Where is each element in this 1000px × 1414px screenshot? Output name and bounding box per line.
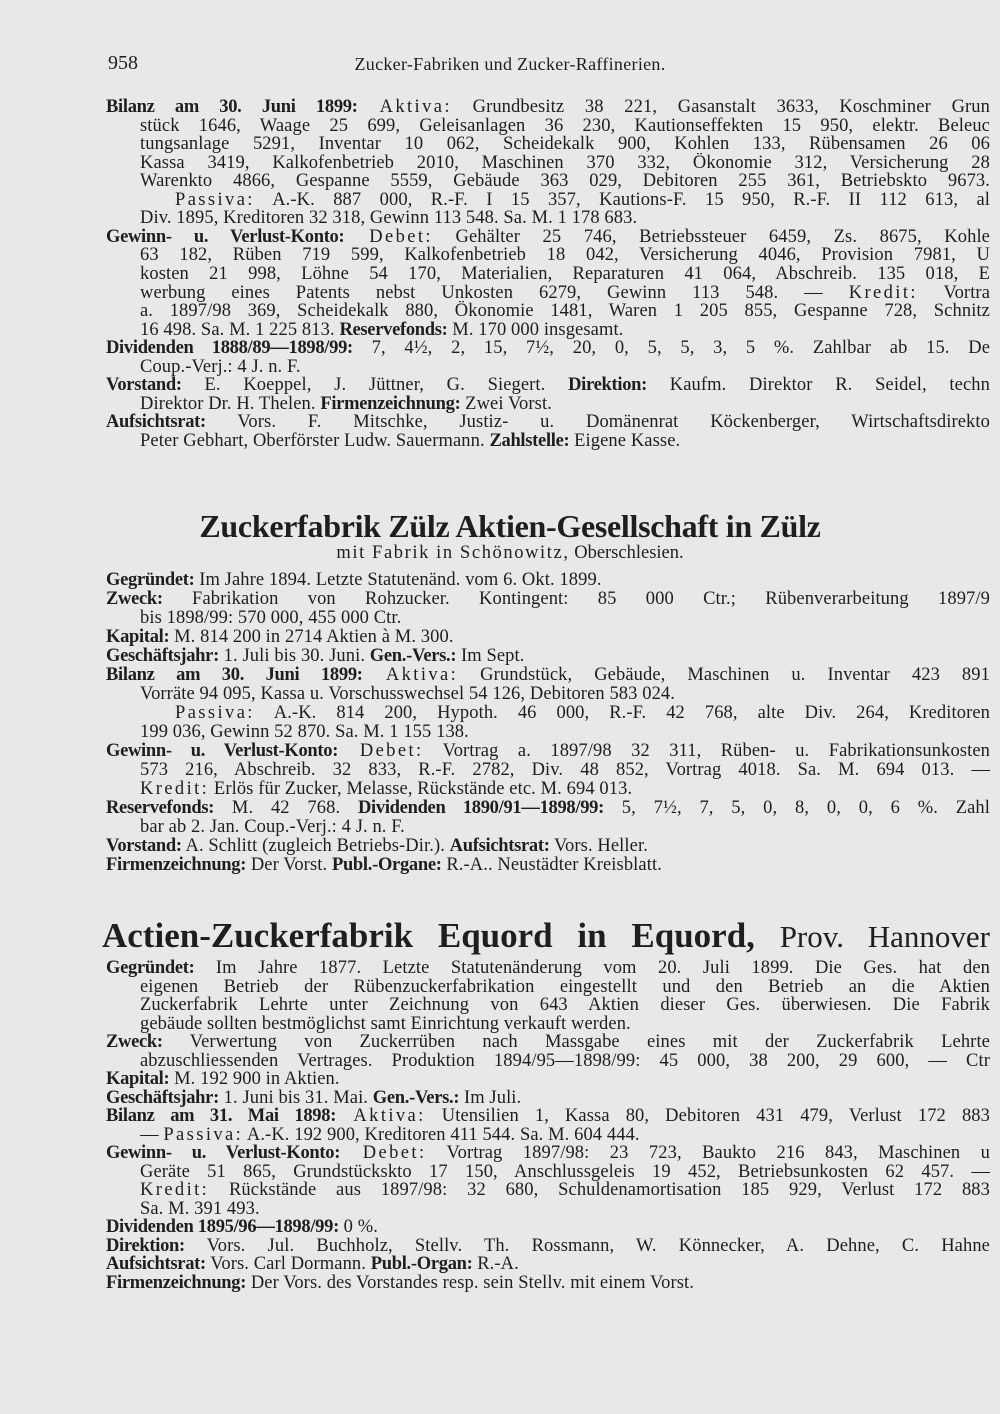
text-run: 0 %. [338,1217,378,1237]
text-line [140,1014,990,1034]
text-run: — [140,1124,164,1145]
text-run: 1. Juli bis 30. Juni. [218,646,370,666]
text-line [140,1180,990,1200]
text-run: Vortrag a. 1897/98 32 311, Rüben- u. Fabrikationsunkosten [423,741,990,761]
text-line [106,1254,990,1274]
text-run: Vortrag 1897/98: 23 723, Baukto 216 843, Maschinen u [426,1143,990,1163]
text-line [106,1217,990,1237]
text-run: Im Juli. [459,1087,522,1108]
spaced-label: Debet: [338,741,424,761]
field-label: Kapital: [106,1069,170,1089]
spaced-label: Passiva: [175,189,255,210]
text-line [140,245,990,265]
text-run: 573 216, Abschreib. 32 833, R.-F. 2782, Div. 48 852, Vortrag 4018. Sa. M. 694 013. — [140,760,990,780]
text-run: Eigene Kasse. [569,430,681,451]
text-line [106,97,990,117]
text-line [106,570,990,590]
text-line [140,320,990,340]
field-label: Dividenden 1888/89—1898/99: [106,338,353,359]
spaced-label: Aktiva: [336,1106,426,1126]
text-line [106,338,990,358]
field-label: Aufsichtsrat: [449,836,550,856]
field-label: Gegründet: [106,570,195,590]
spaced-label: Kredit: [140,1180,210,1200]
field-label: Dividenden 1895/96—1898/99: [106,1217,339,1237]
text-run: Direktor Dr. H. Thelen. [140,393,321,414]
text-run: Coup.-Verj.: 4 J. n. F. [140,356,301,377]
text-run: 199 036, Gewinn 52 870. Sa. M. 1 155 138. [140,722,469,742]
text-run: A.-K. 887 000, R.-F. I 15 357, Kautions-F. 15 950, R.-F. II 112 613, al [254,189,990,210]
text-line [140,684,990,704]
text-line [106,665,990,685]
text-run: bis 1898/99: 570 000, 455 000 Ctr. [140,608,402,628]
text-line [106,375,990,395]
text-line [106,227,990,247]
field-label: Gewinn- u. Verlust-Konto: [106,226,345,247]
text-run: Kaufm. Direktor R. Seidel, techn [647,375,990,396]
text-run: Zuckerfabrik Lehrte unter Zeichnung von 643 Aktien dieser Ges. überwiesen. Die Fabrik [140,995,990,1015]
field-label: Gewinn- u. Verlust-Konto: [106,741,339,761]
field-label: Publ.-Organ: [370,1254,473,1274]
text-run: Erlös für Zucker, Melasse, Rückstände etc. M. 694 013. [209,779,633,799]
text-run: A.-K. 192 900, Kreditoren 411 544. Sa. M. 604 444. [243,1124,640,1145]
text-run: Der Vorst. [246,855,332,875]
text-run: Im Jahre 1894. Letzte Statutenänd. vom 6. Okt. 1899. [194,570,602,590]
field-label: Firmenzeichnung: [106,855,247,875]
text-run: Utensilien 1, Kassa 80, Debitoren 431 479, Verlust 172 883 [425,1106,990,1126]
spaced-label: Kredit: [848,282,918,303]
text-line [140,301,990,321]
text-line [140,208,990,228]
field-label: Firmenzeichnung: [320,393,461,414]
text-run: Vors. F. Mitschke, Justiz- u. Domänenrat Köckenberger, Wirtschaftsdirekto [205,412,990,433]
text-line [106,741,990,761]
text-line [106,627,990,647]
text-run: abzuschliessenden Vertrages. Produktion 1894/95—1898/99: 45 000, 38 200, 29 600, — Ctr [140,1050,990,1071]
text-line [106,1069,990,1089]
text-line [140,1162,990,1182]
field-label: Geschäftsjahr: [106,1087,219,1108]
text-run: Vors. Carl Dormann. [205,1254,371,1274]
text-line [140,171,990,191]
text-run: A.-K. 814 200, Hypoth. 46 000, R.-F. 42 768, alte Div. 264, Kreditoren [254,703,990,723]
text-line [140,1199,990,1219]
text-run: E. Koeppel, J. Jüttner, G. Siegert. [181,375,569,396]
text-run: Rückstände aus 1897/98: 32 680, Schuldenamortisation 185 929, Verlust 172 883 [209,1180,990,1200]
section-title-zuelz: Zuckerfabrik Zülz Aktien-Gesellschaft in Zülz [199,508,821,544]
text-line [140,134,990,154]
spaced-label: Debet: [344,226,433,247]
text-run: Geräte 51 865, Grundstückskto 17 150, Anschlussgeleis 19 452, Betriebsunkosten 62 457. — [140,1161,990,1182]
text-run: a. 1897/98 369, Scheidekalk 880, Ökonomie 1481, Waren 1 205 855, Gespanne 728, Schnitz [140,301,990,322]
text-run: Grundstück, Gebäude, Maschinen u. Inventar 423 891 [458,665,990,685]
text-run: Grundbesitz 38 221, Gasanstalt 3633, Koschminer Grun [451,97,990,117]
text-line [140,995,990,1015]
text-run: 1. Juni bis 31. Mai. [218,1087,373,1108]
section-title-equord [102,916,990,956]
text-line [140,722,990,742]
text-line [140,116,990,136]
text-line [140,1051,990,1071]
field-label: Dividenden 1890/91—1898/99: [357,798,604,818]
text-run: Vors. Heller. [549,836,648,856]
text-run: 16 498. Sa. M. 1 225 813. [140,319,340,340]
text-line [140,817,990,837]
text-run: gebäude sollten bestmöglichst samt Einrichtung verkauft werden. [140,1013,631,1034]
field-label: Vorstand: [106,836,182,856]
page-number: 958 [108,52,138,74]
field-label: Direktion: [568,375,648,396]
text-line [106,1273,990,1293]
text-run: M. 192 900 in Aktien. [169,1069,340,1089]
spaced-label: Passiva: [163,1124,244,1145]
subtitle-rest: Oberschlesien. [569,543,684,563]
text-line [140,431,990,451]
text-run: Kassa 3419, Kalkofenbetrieb 2010, Maschinen 370 332, Ökonomie 312, Versicherung 28 [140,152,990,173]
spaced-label: Kredit: [140,779,210,799]
field-label: Bilanz am 31. Mai 1898: [106,1106,337,1126]
section-subtitle-zuelz [100,543,920,564]
text-line [140,760,990,780]
running-title: Zucker-Fabriken und Zucker-Raffinerien. [354,54,666,74]
spaced-label: Passiva: [175,703,255,723]
text-line [106,855,990,875]
field-label: Zweck: [106,589,163,609]
text-run: Vorräte 94 095, Kassa u. Vorschusswechsel 54 126, Debitoren 583 024. [140,684,676,704]
text-run: Fabrikation von Rohzucker. Kontingent: 85 000 Ctr.; Rübenverarbeitung 1897/9 [162,589,990,609]
text-run: 7, 4½, 2, 15, 7½, 20, 0, 5, 5, 3, 5 %. Zahlbar ab 15. De [352,338,990,359]
text-line [106,1106,990,1126]
text-line [140,153,990,173]
text-run: eigenen Betrieb der Rübenzuckerfabrikation eingestellt und den Betrieb an die Aktien [140,976,990,997]
field-label: Zahlstelle: [489,430,570,451]
text-run: werbung eines Patents nebst Unkosten 6279, Gewinn 113 548. — [140,282,849,303]
text-run: 5, 7½, 7, 5, 0, 8, 0, 0, 6 %. Zahl [603,798,990,818]
field-label: Geschäftsjahr: [106,646,219,666]
text-run: Div. 1895, Kreditoren 32 318, Gewinn 113 548. Sa. M. 1 178 683. [140,208,638,229]
text-line [106,589,990,609]
title-main: Actien-Zuckerfabrik Equord in Equord, [102,916,755,955]
spaced-label: Aktiva: [357,97,452,117]
text-run: M. 814 200 in 2714 Aktien à M. 300. [169,627,454,647]
text-run: Zwei Vorst. [460,393,552,414]
text-line [140,283,990,303]
text-run: Im Sept. [456,646,525,666]
text-run: M. 42 768. [214,798,358,818]
text-run: A. Schlitt (zugleich Betriebs-Dir.). [181,836,450,856]
field-label: Zweck: [106,1032,163,1052]
text-run: Sa. M. 391 493. [140,1198,260,1219]
text-run: kosten 21 998, Löhne 54 170, Materialien, Reparaturen 41 064, Abschreib. 135 018, E [140,263,990,284]
field-label: Aufsichtsrat: [106,412,206,433]
field-label: Reservefonds: [339,319,448,340]
text-line [106,646,990,666]
text-line [140,1125,990,1145]
spaced-label: Debet: [340,1143,427,1163]
text-line [140,357,990,377]
text-line [140,264,990,284]
field-label: Bilanz am 30. Juni 1899: [106,97,358,117]
text-run: R.-A. [472,1254,519,1274]
text-line [106,798,990,818]
text-line [106,1236,990,1256]
text-run: Im Jahre 1877. Letzte Statutenänderung vom 20. Juli 1899. Die Ges. hat den [194,958,990,978]
text-line [106,1032,990,1052]
field-label: Gen.-Vers.: [369,646,457,666]
text-run: Gehälter 25 746, Betriebssteuer 6459, Zs. 8675, Kohle [432,226,990,247]
text-line [106,1143,990,1163]
text-line [140,977,990,997]
text-line [175,190,990,210]
text-line [175,703,990,723]
text-line [140,779,990,799]
field-label: Direktion: [106,1235,185,1256]
text-run: Warenkto 4866, Gespanne 5559, Gebäude 363 029, Debitoren 255 361, Betriebskto 9673. [140,171,990,192]
title-suffix: Prov. Hannover [779,919,990,954]
field-label: Firmenzeichnung: [106,1272,247,1293]
spaced-label: Aktiva: [362,665,459,685]
text-run: R.-A.. Neustädter Kreisblatt. [441,855,662,875]
text-run: Vors. Jul. Buchholz, Stellv. Th. Rossmann, W. Könnecker, A. Dehne, C. Hahne [184,1235,990,1256]
text-line [106,836,990,856]
text-line [140,394,990,414]
text-run: Der Vors. des Vorstandes resp. sein Stellv. mit einem Vorst. [246,1272,694,1293]
field-label: Gegründet: [106,958,195,978]
text-line [140,608,990,628]
text-line [106,1088,990,1108]
text-line [106,958,990,978]
field-label: Publ.-Organe: [331,855,442,875]
subtitle-spaced: mit Fabrik in Schönowitz, [336,543,570,563]
text-run: Vortra [917,282,990,303]
text-run: tungsanlage 5291, Inventar 10 062, Scheidekalk 900, Kohlen 133, Rübensamen 26 06 [140,134,990,155]
text-run: 63 182, Rüben 719 599, Kalkofenbetrieb 18 042, Versicherung 4046, Provision 7981, U [140,245,990,266]
field-label: Gen.-Vers.: [372,1087,460,1108]
text-run: M. 170 000 insgesamt. [447,319,624,340]
field-label: Aufsichtsrat: [106,1254,206,1274]
field-label: Reservefonds: [106,798,215,818]
field-label: Gewinn- u. Verlust-Konto: [106,1143,341,1163]
text-run: Verwertung von Zuckerrüben nach Massgabe eines mit der Zuckerfabrik Lehrte [162,1032,990,1052]
text-run: bar ab 2. Jan. Coup.-Verj.: 4 J. n. F. [140,817,405,837]
field-label: Bilanz am 30. Juni 1899: [106,665,363,685]
text-run: Peter Gebhart, Oberförster Ludw. Sauermann. [140,430,490,451]
text-line [106,412,990,432]
field-label: Kapital: [106,627,170,647]
text-run: stück 1646, Waage 25 699, Geleisanlagen 36 230, Kautionseffekten 15 950, elektr. Beleuc [140,115,990,136]
field-label: Vorstand: [106,375,182,396]
